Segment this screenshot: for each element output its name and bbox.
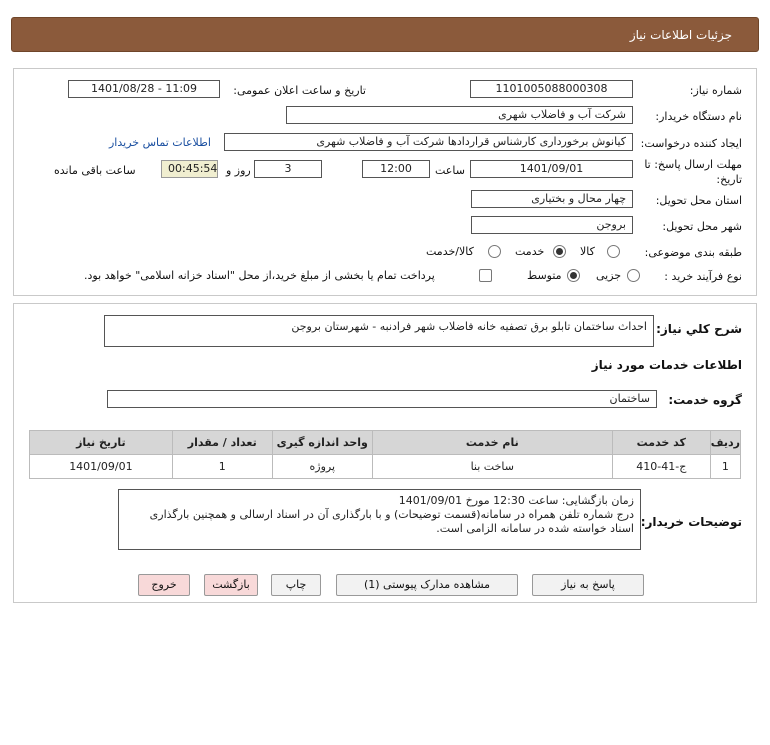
reply-button[interactable]: پاسخ به نیاز — [532, 574, 644, 596]
category-radio-service[interactable] — [553, 245, 566, 258]
category-option-goods: کالا — [580, 245, 595, 258]
cell-quantity: 1 — [172, 455, 272, 479]
page-title: جزئیات اطلاعات نیاز — [629, 28, 732, 42]
deadline-label: مهلت ارسال پاسخ: تا تاریخ: — [644, 158, 742, 186]
category-radio-goods[interactable] — [607, 245, 620, 258]
deadline-date-field: 1401/09/01 — [470, 160, 633, 178]
cell-service-name: ساخت بنا — [372, 455, 612, 479]
table-header-row — [30, 431, 741, 455]
buyer-org-field: شرکت آب و فاضلاب شهری — [286, 106, 633, 124]
days-label: روز و — [226, 164, 251, 177]
creator-field: کیانوش برخورداری کارشناس قراردادها شرکت آب و فاضلاب شهری — [224, 133, 633, 151]
remaining-time-field: 00:45:54 — [161, 160, 218, 178]
table-row — [30, 455, 741, 479]
treasury-payment-checkbox[interactable] — [479, 269, 492, 282]
view-attachments-button[interactable]: مشاهده مدارک پیوستی (1) — [336, 574, 518, 596]
city-label: شهر محل تحویل: — [662, 220, 742, 233]
process-option-minor: جزیی — [596, 269, 622, 282]
buyer-org-label: نام دستگاه خریدار: — [655, 110, 742, 123]
exit-button[interactable]: خروج — [138, 574, 190, 596]
treasury-payment-note: پرداخت تمام یا بخشی از مبلغ خرید،از محل "اسناد خزانه اسلامی" خواهد بود. — [84, 269, 435, 282]
col-quantity: تعداد / مقدار — [172, 431, 272, 455]
services-section-title: اطلاعات خدمات مورد نياز — [591, 358, 742, 372]
need-number-field: 1101005088000308 — [470, 80, 633, 98]
category-option-service: خدمت — [515, 245, 545, 258]
back-button[interactable]: بازگشت — [204, 574, 258, 596]
col-unit: واحد اندازه گیری — [272, 431, 372, 455]
services-table — [29, 430, 741, 479]
col-need-date: تاریخ نیاز — [30, 431, 173, 455]
days-field: 3 — [254, 160, 322, 178]
service-group-label: گروه خدمت: — [668, 393, 742, 407]
category-radio-goods-service[interactable] — [488, 245, 501, 258]
announce-field: 1401/08/28 - 11:09 — [68, 80, 220, 98]
deadline-time-field: 12:00 — [362, 160, 430, 178]
announce-label: تاریخ و ساعت اعلان عمومی: — [233, 84, 366, 97]
notes-label: توضیحات خریدار: — [640, 515, 742, 529]
notes-line-1: زمان بازگشایی: ساعت 12:30 مورخ 1401/09/01 — [398, 494, 634, 507]
need-number-label: شماره نیاز: — [689, 84, 742, 97]
deadline-time-label: ساعت — [435, 164, 465, 177]
cell-row-number: 1 — [710, 455, 740, 479]
cell-service-code: ج-41-410 — [612, 455, 710, 479]
province-label: استان محل تحویل: — [655, 194, 742, 207]
process-label: نوع فرآیند خرید : — [664, 270, 742, 283]
process-radio-medium[interactable] — [567, 269, 580, 282]
category-label: طبقه بندی موضوعی: — [644, 246, 742, 259]
category-option-goods-service: کالا/خدمت — [426, 245, 474, 258]
print-button[interactable]: چاپ — [271, 574, 321, 596]
contact-info-link[interactable]: اطلاعات تماس خریدار — [109, 136, 211, 149]
creator-label: ایجاد کننده درخواست: — [640, 137, 742, 150]
cell-unit: پروژه — [272, 455, 372, 479]
process-option-medium: متوسط — [527, 269, 562, 282]
col-service-name: نام خدمت — [372, 431, 612, 455]
page-title-bar — [11, 17, 759, 52]
col-row-number: ردیف — [710, 431, 740, 455]
service-group-field: ساختمان — [107, 390, 657, 408]
description-label: شرح كلي نياز: — [656, 322, 742, 336]
process-radio-minor[interactable] — [627, 269, 640, 282]
col-service-code: کد خدمت — [612, 431, 710, 455]
notes-box — [118, 489, 641, 550]
province-field: چهار محال و بختیاری — [471, 190, 633, 208]
description-field: احداث ساختمان تابلو برق تصفیه خانه فاضلاب شهر فرادنبه - شهرستان بروجن — [104, 315, 654, 347]
notes-line-2: درج شماره تلفن همراه در سامانه(قسمت توضیحات) و با بارگذاری آن در اسناد ارسالی و همچنین بارگذاری اسناد خواسته شده در سامانه الزامی است. — [149, 508, 634, 535]
city-field: بروجن — [471, 216, 633, 234]
cell-need-date: 1401/09/01 — [30, 455, 173, 479]
remaining-label: ساعت باقی مانده — [54, 164, 136, 177]
